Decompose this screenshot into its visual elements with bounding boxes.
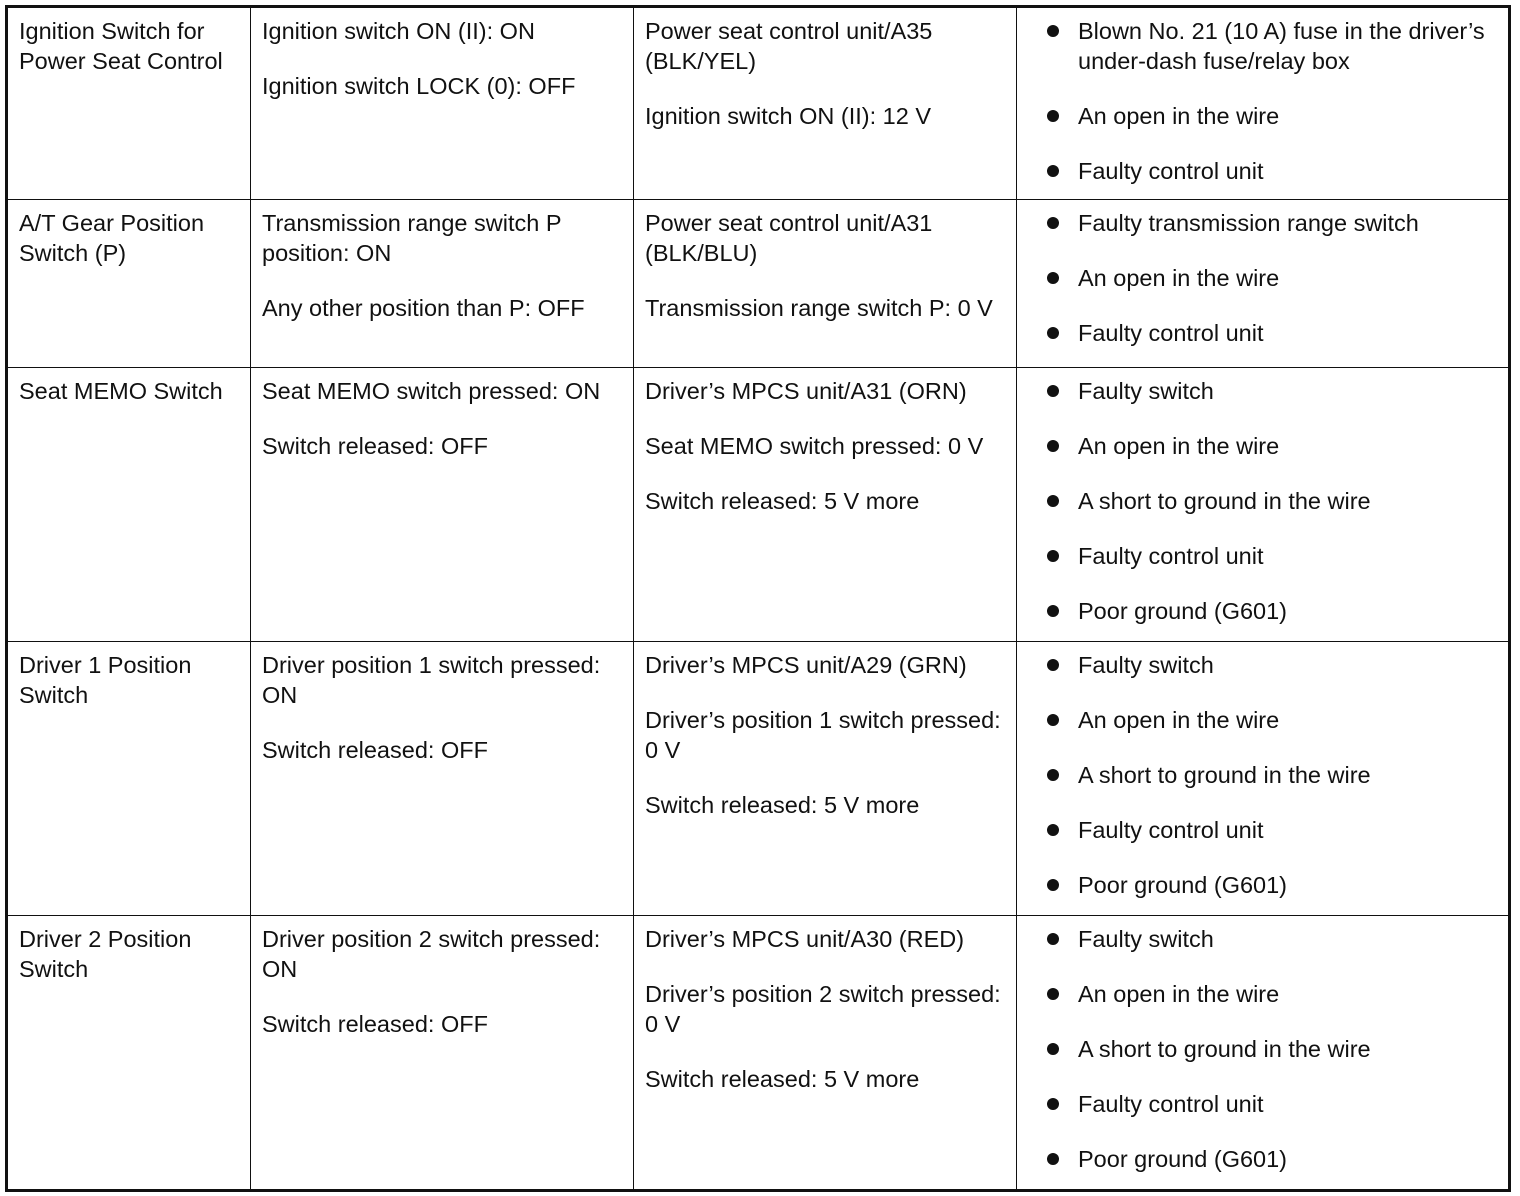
status-line: Switch released: OFF xyxy=(262,1011,488,1037)
cause-text: Faulty control unit xyxy=(1078,320,1264,346)
bullet-icon xyxy=(1047,217,1059,229)
bullet-icon xyxy=(1047,879,1059,891)
cause-text: An open in the wire xyxy=(1078,103,1280,129)
terminal-line: Switch released: 5 V more xyxy=(645,488,920,514)
terminal-line: Ignition switch ON (II): 12 V xyxy=(645,103,932,129)
cause-item xyxy=(1028,541,1498,571)
cause-item xyxy=(1028,1144,1498,1174)
terminal-line: Driver’s MPCS unit/A30 (RED) xyxy=(645,926,965,952)
terminal-line: Seat MEMO switch pressed: 0 V xyxy=(645,433,984,459)
cause-text: An open in the wire xyxy=(1078,265,1280,291)
cause-text: A short to ground in the wire xyxy=(1078,488,1371,514)
causes-cell xyxy=(1017,200,1510,368)
terminal-cell xyxy=(634,642,1017,916)
terminal-line: Transmission range switch P: 0 V xyxy=(645,295,993,321)
cause-text: Faulty transmission range switch xyxy=(1078,210,1419,236)
cause-text: Faulty control unit xyxy=(1078,543,1264,569)
bullet-icon xyxy=(1047,385,1059,397)
cause-item xyxy=(1028,815,1498,845)
bullet-icon xyxy=(1047,769,1059,781)
causes-cell xyxy=(1017,368,1510,642)
system-cell xyxy=(7,7,251,200)
terminal-cell xyxy=(634,368,1017,642)
cause-text: Faulty control unit xyxy=(1078,158,1264,184)
bullet-icon xyxy=(1047,605,1059,617)
status-line: Transmission range switch P position: ON xyxy=(262,210,562,266)
causes-list xyxy=(1028,650,1498,900)
cause-item xyxy=(1028,705,1498,735)
terminal-line: Power seat control unit/A31 (BLK/BLU) xyxy=(645,210,933,266)
bullet-icon xyxy=(1047,440,1059,452)
cause-item xyxy=(1028,870,1498,900)
cause-item xyxy=(1028,979,1498,1009)
terminal-line: Driver’s MPCS unit/A31 (ORN) xyxy=(645,378,967,404)
cause-item xyxy=(1028,101,1498,131)
status-cell xyxy=(251,368,634,642)
bullet-icon xyxy=(1047,165,1059,177)
cause-text: A short to ground in the wire xyxy=(1078,1036,1371,1062)
system-name: Driver 1 Position Switch xyxy=(19,652,192,708)
cause-text: Poor ground (G601) xyxy=(1078,1146,1288,1172)
status-cell xyxy=(251,642,634,916)
system-cell xyxy=(7,642,251,916)
status-cell xyxy=(251,200,634,368)
cause-item xyxy=(1028,1089,1498,1119)
diagnostic-table-page xyxy=(5,5,1508,1189)
table-row xyxy=(7,368,1510,642)
terminal-cell xyxy=(634,7,1017,200)
bullet-icon xyxy=(1047,714,1059,726)
terminal-cell xyxy=(634,916,1017,1191)
cause-item xyxy=(1028,650,1498,680)
causes-list xyxy=(1028,924,1498,1174)
terminal-line: Power seat control unit/A35 (BLK/YEL) xyxy=(645,18,933,74)
table-row xyxy=(7,642,1510,916)
bullet-icon xyxy=(1047,933,1059,945)
causes-cell xyxy=(1017,7,1510,200)
system-name: Driver 2 Position Switch xyxy=(19,926,192,982)
terminal-cell xyxy=(634,200,1017,368)
status-line: Driver position 1 switch pressed: ON xyxy=(262,652,601,708)
system-cell xyxy=(7,368,251,642)
bullet-icon xyxy=(1047,659,1059,671)
cause-text: Faulty control unit xyxy=(1078,817,1264,843)
cause-item xyxy=(1028,376,1498,406)
table-row xyxy=(7,7,1510,200)
status-line: Any other position than P: OFF xyxy=(262,295,585,321)
bullet-icon xyxy=(1047,1153,1059,1165)
terminal-line: Switch released: 5 V more xyxy=(645,1066,920,1092)
status-line: Switch released: OFF xyxy=(262,433,488,459)
cause-text: Poor ground (G601) xyxy=(1078,598,1288,624)
causes-cell xyxy=(1017,916,1510,1191)
bullet-icon xyxy=(1047,327,1059,339)
cause-item xyxy=(1028,924,1498,954)
bullet-icon xyxy=(1047,988,1059,1000)
cause-item xyxy=(1028,1034,1498,1064)
cause-item xyxy=(1028,486,1498,516)
bullet-icon xyxy=(1047,1098,1059,1110)
table-row xyxy=(7,916,1510,1191)
cause-text: Blown No. 21 (10 A) fuse in the driver’s under-dash fuse/relay box xyxy=(1078,18,1485,74)
system-name: Ignition Switch for Power Seat Control xyxy=(19,18,223,74)
terminal-line: Switch released: 5 V more xyxy=(645,792,920,818)
bullet-icon xyxy=(1047,25,1059,37)
terminal-line: Driver’s position 1 switch pressed: 0 V xyxy=(645,707,1001,763)
cause-text: Poor ground (G601) xyxy=(1078,872,1288,898)
terminal-line: Driver’s position 2 switch pressed: 0 V xyxy=(645,981,1001,1037)
cause-text: Faulty switch xyxy=(1078,378,1214,404)
causes-list xyxy=(1028,376,1498,626)
status-line: Driver position 2 switch pressed: ON xyxy=(262,926,601,982)
status-cell xyxy=(251,916,634,1191)
bullet-icon xyxy=(1047,1043,1059,1055)
cause-item xyxy=(1028,156,1498,186)
bullet-icon xyxy=(1047,495,1059,507)
cause-text: An open in the wire xyxy=(1078,707,1280,733)
system-cell xyxy=(7,200,251,368)
table-row xyxy=(7,200,1510,368)
system-name: A/T Gear Position Switch (P) xyxy=(19,210,205,266)
diagnostic-table xyxy=(5,5,1511,1192)
cause-item xyxy=(1028,760,1498,790)
cause-text: Faulty control unit xyxy=(1078,1091,1264,1117)
terminal-line: Driver’s MPCS unit/A29 (GRN) xyxy=(645,652,967,678)
cause-text: Faulty switch xyxy=(1078,652,1214,678)
status-line: Ignition switch LOCK (0): OFF xyxy=(262,73,576,99)
cause-text: An open in the wire xyxy=(1078,981,1280,1007)
cause-item xyxy=(1028,318,1498,348)
cause-item xyxy=(1028,596,1498,626)
causes-list xyxy=(1028,16,1498,186)
causes-cell xyxy=(1017,642,1510,916)
cause-item xyxy=(1028,16,1498,76)
status-line: Seat MEMO switch pressed: ON xyxy=(262,378,601,404)
system-cell xyxy=(7,916,251,1191)
cause-item xyxy=(1028,431,1498,461)
status-cell xyxy=(251,7,634,200)
status-line: Switch released: OFF xyxy=(262,737,488,763)
bullet-icon xyxy=(1047,550,1059,562)
cause-item xyxy=(1028,208,1498,238)
cause-text: Faulty switch xyxy=(1078,926,1214,952)
bullet-icon xyxy=(1047,272,1059,284)
system-name: Seat MEMO Switch xyxy=(19,378,223,404)
status-line: Ignition switch ON (II): ON xyxy=(262,18,535,44)
bullet-icon xyxy=(1047,110,1059,122)
cause-item xyxy=(1028,263,1498,293)
bullet-icon xyxy=(1047,824,1059,836)
cause-text: An open in the wire xyxy=(1078,433,1280,459)
cause-text: A short to ground in the wire xyxy=(1078,762,1371,788)
causes-list xyxy=(1028,208,1498,348)
